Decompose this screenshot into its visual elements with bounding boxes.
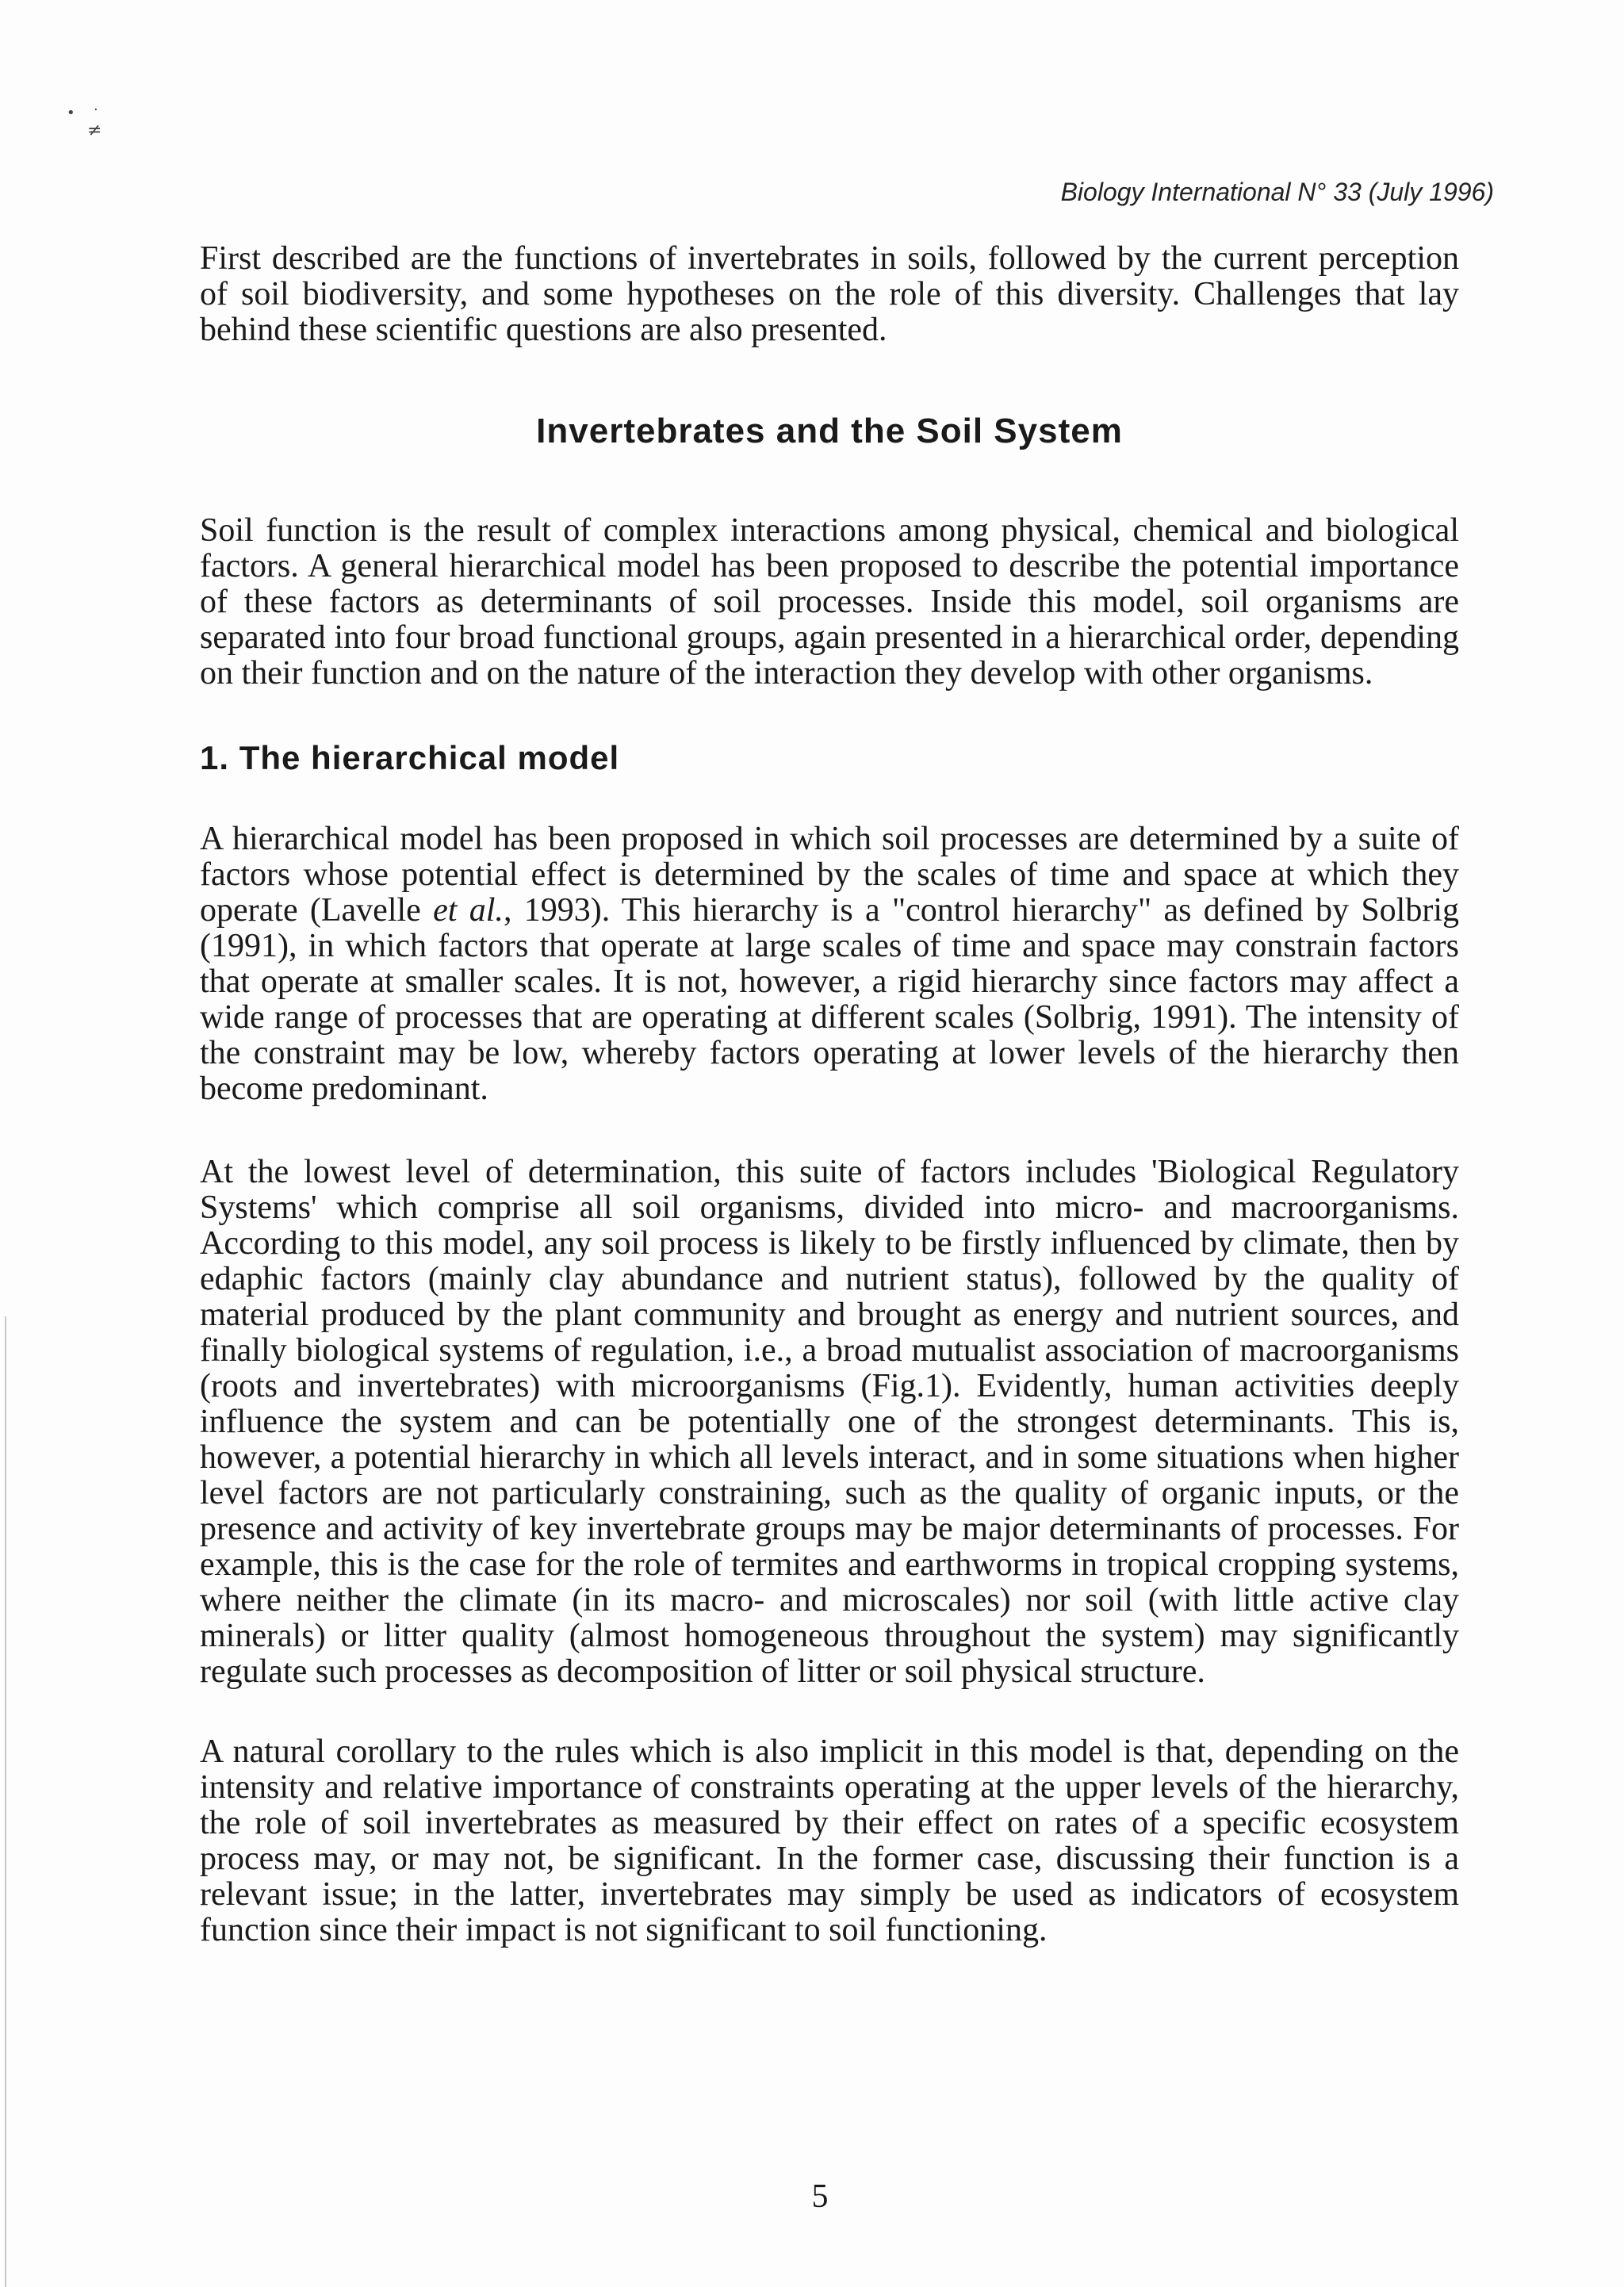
scan-speck: ≠ (87, 121, 102, 140)
model-paragraph (200, 822, 1459, 1107)
section-paragraph: Soil function is the result of complex interactions among physical, chemical and biological factors. A general hierarchical model has been proposed to describe the potential importance of these factors as determinants of soil processes. Inside this model, soil organisms are separated into four broad functional groups, again presented in a hierarchical order, depending on their function and on the nature of the interaction they develop with other organisms. (200, 512, 1459, 691)
scan-speck: · (94, 102, 98, 118)
citation-et-al: et al. (433, 892, 504, 929)
intro-paragraph: First described are the functions of invertebrates in soils, followed by the current perception of soil biodiversity, and some hypotheses on the role of this diversity. Challenges that lay behind these scientific questions are also presented. (200, 240, 1459, 348)
section-heading: Invertebrates and the Soil System (536, 412, 1123, 450)
page-number: 5 (811, 2178, 829, 2215)
model-paragraph-text: A hierarchical model has been proposed in which soil processes are determined by a suite of factors whose potential effect is determined by the scales of time and space at which they operate (Lavelle (200, 821, 1459, 929)
running-header: Biology International N° 33 (July 1996) (1060, 178, 1494, 206)
scan-speck: • (67, 105, 75, 121)
scan-edge-line (5, 1316, 6, 2287)
lowest-level-paragraph: At the lowest level of determination, this suite of factors includes 'Biological Regulatory Systems' which comprise all soil organisms, divided into micro- and macroorganisms. According to this model, any soil process is likely to be firstly influenced by climate, then by edaphic factors (mainly clay abundance and nutrient status), followed by the quality of material produced by the plant community and brought as energy and nutrient sources, and finally biological systems of regulation, i.e., a broad mutualist association of macroorganisms (roots and invertebrates) with microorganisms (Fig.1). Evidently, human activities deeply influence the system and can be potentially one of the strongest determinants. This is, however, a potential hierarchy in which all levels interact, and in some situations when higher level factors are not particularly constraining, such as the quality of organic inputs, or the presence and activity of key invertebrate groups may be major determinants of processes. For example, this is the case for the role of termites and earthworms in tropical cropping systems, where neither the climate (in its macro- and microscales) nor soil (with little active clay minerals) or litter quality (almost homogeneous throughout the system) may significantly regulate such processes as decomposition of litter or soil physical structure. (200, 1154, 1459, 1690)
page-body (200, 241, 1459, 1948)
corollary-paragraph: A natural corollary to the rules which is also implicit in this model is that, depending on the intensity and relative importance of constraints operating at the upper levels of the hierarchy, the role of soil invertebrates as measured by their effect on rates of a specific ecosystem process may, or may not, be significant. In the former case, discussing their function is a relevant issue; in the latter, invertebrates may simply be used as indicators of ecosystem function since their impact is not significant to soil functioning. (200, 1733, 1459, 1948)
subsection-heading: 1. The hierarchical model (200, 739, 620, 776)
model-paragraph-text-cont: , 1993). This hierarchy is a "control hierarchy" as defined by Solbrig (1991), in which factors that operate at large scales of time and space may constrain factors that operate at smaller scales. It is not, however, a rigid hierarchy since factors may affect a wide range of processes that are operating at different scales (Solbrig, 1991). The intensity of the constraint may be low, whereby factors operating at lower levels of the hierarchy then become predominant. (200, 892, 1460, 1107)
